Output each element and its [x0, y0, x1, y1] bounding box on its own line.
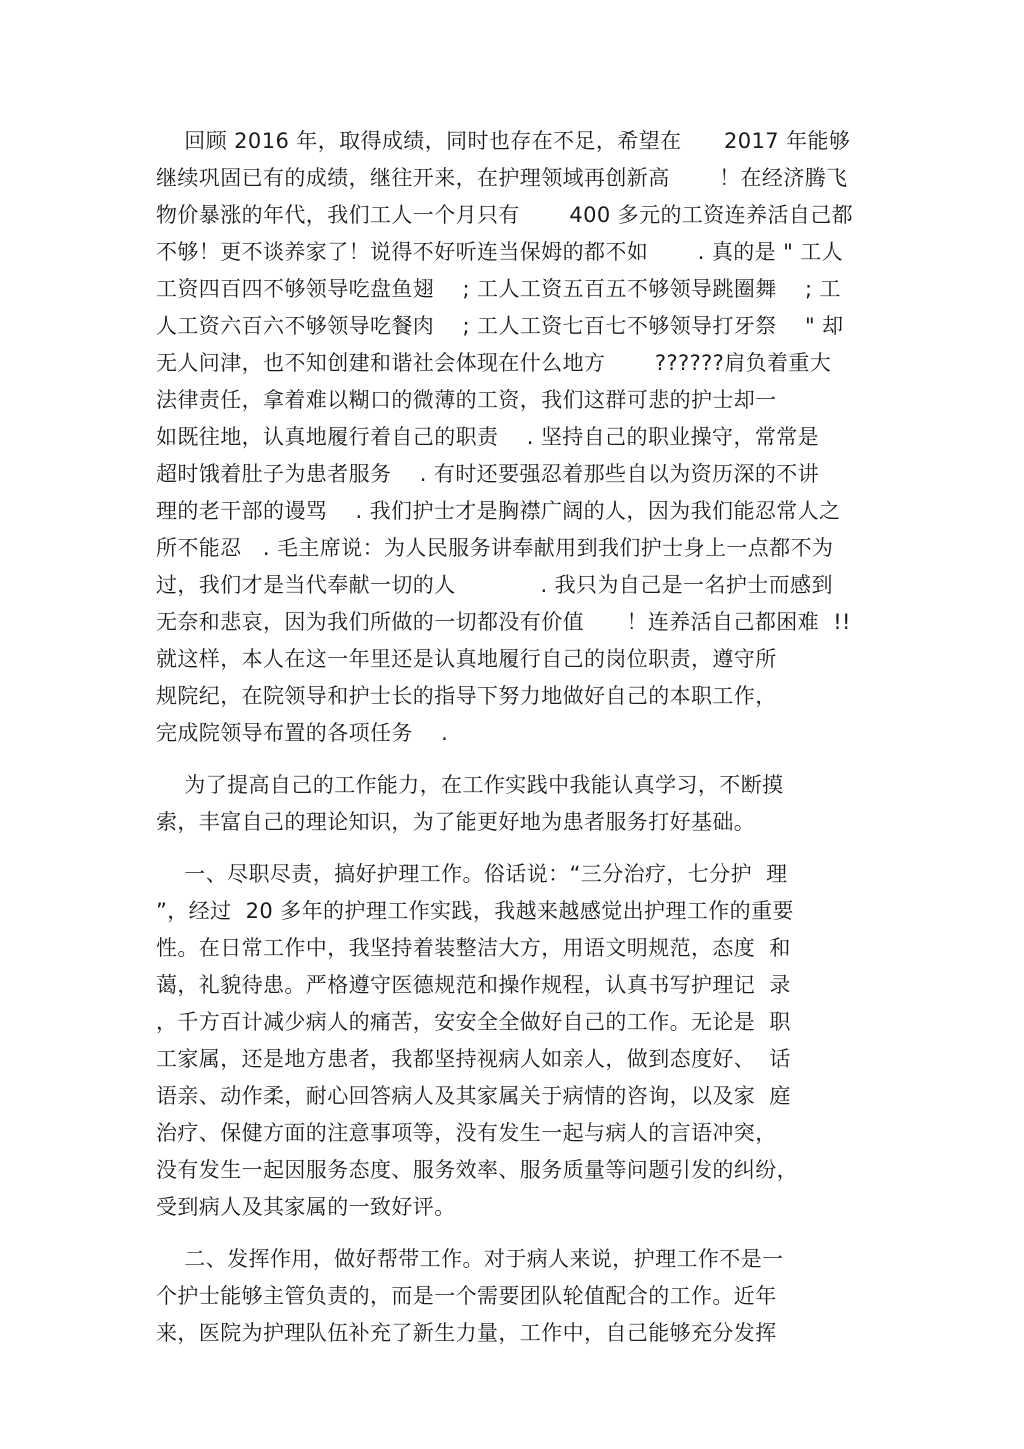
- text-line: 无人问津，也不知创建和谐社会体现在什么地方 ??????肩负着重大: [156, 351, 832, 375]
- text-line: 一、尽职尽责，搞好护理工作。俗话说：“三分治疗，七分护 理: [156, 862, 788, 886]
- text-line: 工家属，还是地方患者，我都坚持视病人如亲人，做到态度好、 话: [156, 1047, 791, 1071]
- text-line: 继续巩固已有的成绩，继往开来，在护理领域再创新高 ！在经济腾飞: [156, 166, 848, 190]
- text-line: 如既往地，认真地履行着自己的职责 . 坚持自己的职业操守，常常是: [156, 425, 820, 449]
- text-line: 来，医院为护理队伍补充了新生力量，工作中，自己能够充分发挥: [156, 1321, 777, 1345]
- text-line: 个护士能够主管负责的，而是一个需要团队轮值配合的工作。近年: [156, 1284, 777, 1308]
- text-line: 过，我们才是当代奉献一切的人 . 我只为自己是一名护士而感到: [156, 573, 833, 597]
- text-line: ”，经过 20 多年的护理工作实践，我越来越感觉出护理工作的重要: [156, 899, 794, 923]
- text-line: 受到病人及其家属的一致好评。: [156, 1195, 456, 1219]
- text-line: 物价暴涨的年代，我们工人一个月只有 400 多元的工资连养活自己都: [156, 203, 854, 227]
- text-line: 没有发生一起因服务态度、服务效率、服务质量等问题引发的纠纷，: [156, 1158, 798, 1182]
- text-line: 超时饿着肚子为患者服务 . 有时还要强忍着那些自以为资历深的不讲: [156, 462, 820, 486]
- text-line: 完成院领导布置的各项任务 .: [156, 721, 449, 745]
- text-line: 蔼，礼貌待患。严格遵守医德规范和操作规程，认真书写护理记 录: [156, 973, 791, 997]
- text-line: ，千方百计减少病人的痛苦，安安全全做好自己的工作。无论是 职: [156, 1010, 791, 1034]
- text-line: 无奈和悲哀，因为我们所做的一切都没有价值 ！连养活自己都困难 !!: [156, 610, 851, 634]
- text-line: 性。在日常工作中，我坚持着装整洁大方，用语文明规范，态度 和: [156, 936, 791, 960]
- text-line: 所不能忍 . 毛主席说：为人民服务讲奉献用到我们护士身上一点都不为: [156, 536, 834, 560]
- text-line: 就这样，本人在这一年里还是认真地履行自己的岗位职责，遵守所: [156, 647, 777, 671]
- text-line: 规院纪，在院领导和护士长的指导下努力地做好自己的本职工作，: [156, 684, 777, 708]
- text-line: 法律责任，拿着难以糊口的微薄的工资，我们这群可悲的护士却一: [156, 388, 777, 412]
- text-line: 语亲、动作柔，耐心回答病人及其家属关于病情的咨询，以及家 庭: [156, 1084, 791, 1108]
- text-line: 理的老干部的谩骂 . 我们护士才是胸襟广阔的人，因为我们能忍常人之: [156, 499, 841, 523]
- text-line: 为了提高自己的工作能力，在工作实践中我能认真学习，不断摸: [156, 773, 784, 797]
- text-line: 工资四百四不够领导吃盘鱼翅 ; 工人工资五百五不够领导跳圈舞 ; 工: [156, 277, 841, 301]
- text-line: 索，丰富自己的理论知识，为了能更好地为患者服务打好基础。: [156, 810, 756, 834]
- text-line: 回顾 2016 年，取得成绩，同时也存在不足，希望在 2017 年能够: [156, 129, 851, 153]
- text-line: 人工资六百六不够领导吃餐肉 ; 工人工资七百七不够领导打牙祭 " 却: [156, 314, 844, 338]
- text-line: 不够！更不谈养家了！说得不好听连当保姆的都不如 . 真的是 " 工人: [156, 240, 844, 264]
- text-line: 二、发挥作用，做好帮带工作。对于病人来说，护理工作不是一: [156, 1247, 784, 1271]
- text-line: 治疗、保健方面的注意事项等，没有发生一起与病人的言语冲突，: [156, 1121, 777, 1145]
